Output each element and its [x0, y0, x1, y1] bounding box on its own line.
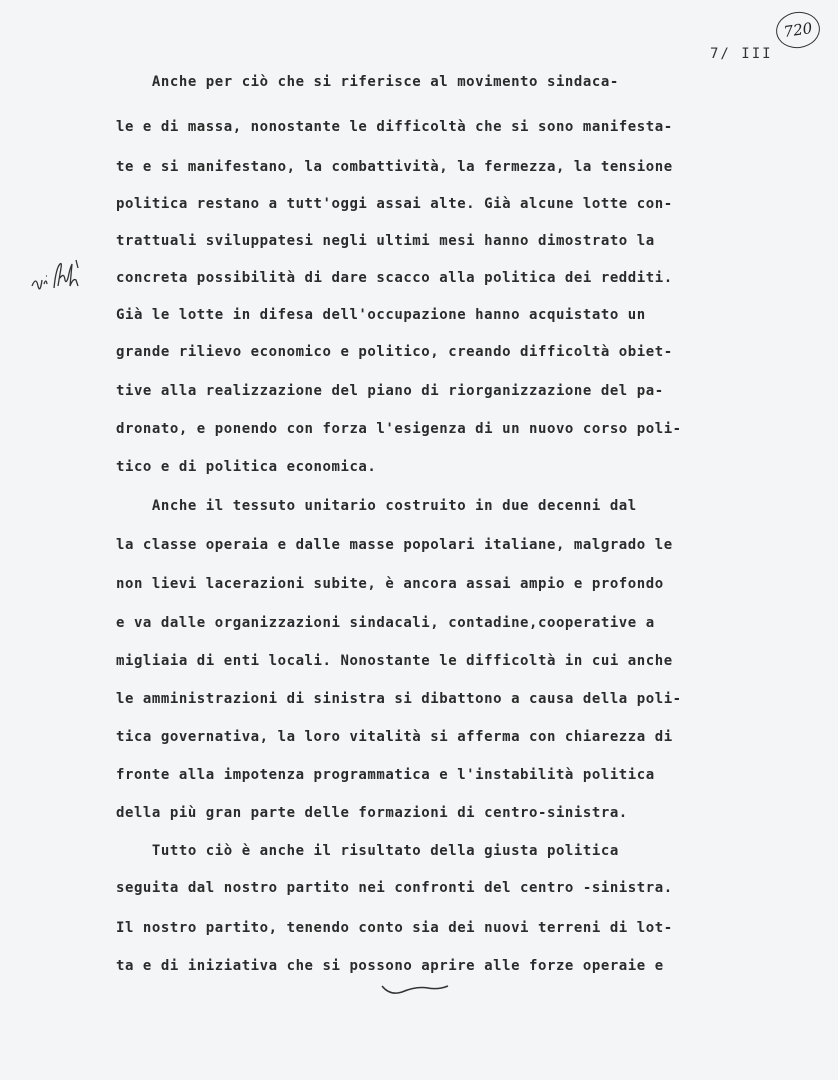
text-line: le amministrazioni di sinistra si dibattono a causa della poli-	[116, 691, 682, 707]
page-number: 7/ III	[710, 46, 773, 62]
text-line: la classe operaia e dalle masse popolari italiane, malgrado le	[116, 537, 673, 553]
text-line: le e di massa, nonostante le difficoltà che si sono manifesta-	[116, 119, 673, 135]
text-line: Il nostro partito, tenendo conto sia dei nuovi terreni di lot-	[116, 920, 673, 936]
text-line: concreta possibilità di dare scacco alla politica dei redditi.	[116, 270, 673, 286]
handwritten-squiggle-mark	[380, 980, 450, 998]
text-line: tica governativa, la loro vitalità si afferma con chiarezza di	[116, 729, 673, 745]
text-line: Anche il tessuto unitario costruito in due decenni dal	[116, 498, 637, 514]
text-line: Tutto ciò è anche il risultato della giusta politica	[116, 843, 619, 859]
text-line: ta e di iniziativa che si possono aprire alle forze operaie e	[116, 958, 664, 974]
text-line: grande rilievo economico e politico, creando difficoltà obiet-	[116, 344, 673, 360]
text-line: seguita dal nostro partito nei confronti del centro -sinistra.	[116, 880, 673, 896]
text-line: te e si manifestano, la combattività, la fermezza, la tensione	[116, 159, 673, 175]
text-line: Anche per ciò che si riferisce al movimento sindaca-	[116, 74, 619, 90]
text-line: fronte alla impotenza programmatica e l'instabilità politica	[116, 767, 655, 783]
archive-stamp-number: 720	[774, 9, 823, 51]
text-line: non lievi lacerazioni subite, è ancora assai ampio e profondo	[116, 576, 664, 592]
text-line: tico e di politica economica.	[116, 459, 377, 475]
text-line: politica restano a tutt'oggi assai alte. Già alcune lotte con-	[116, 196, 673, 212]
text-line: Già le lotte in difesa dell'occupazione hanno acquistato un	[116, 307, 646, 323]
text-line: dronato, e ponendo con forza l'esigenza di un nuovo corso poli-	[116, 421, 682, 437]
text-line: e va dalle organizzazioni sindacali, contadine,cooperative a	[116, 615, 655, 631]
text-line: migliaia di enti locali. Nonostante le difficoltà in cui anche	[116, 653, 673, 669]
text-line: della più gran parte delle formazioni di centro-sinistra.	[116, 805, 628, 821]
text-line: tive alla realizzazione del piano di riorganizzazione del pa-	[116, 383, 664, 399]
text-line: trattuali sviluppatesi negli ultimi mesi hanno dimostrato la	[116, 233, 655, 249]
handwritten-margin-note	[30, 256, 90, 296]
